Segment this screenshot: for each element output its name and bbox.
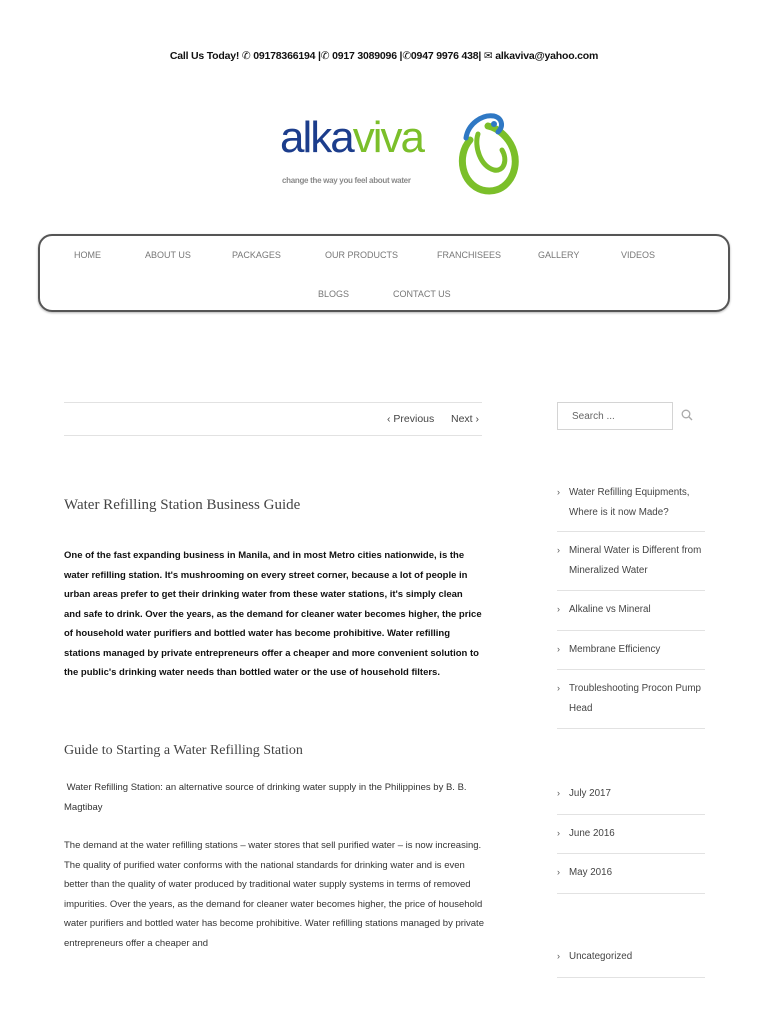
archive-label: July 2017 bbox=[569, 788, 611, 799]
chevron-right-icon: › bbox=[557, 683, 560, 693]
post-paragraph: The demand at the water refilling stations – water stores that sell purified water – is now increasing. The quality of purified water conforms with the national standards for drinking water and is even better than the quality of water produced by traditional water supply systems in terms of removed impurities. Over the years, as the demand for cleaner water becomes higher, the price of household water purifiers and bottled water has become prohibitive. Water refilling stations managed by private entrepreneurs offer a cheaper and bbox=[64, 840, 484, 949]
chevron-right-icon: › bbox=[557, 545, 560, 555]
archive-label: June 2016 bbox=[569, 827, 615, 839]
chevron-right-icon: › bbox=[557, 827, 560, 838]
chevron-left-icon: ‹ bbox=[387, 413, 391, 425]
next-post-link[interactable] bbox=[451, 413, 479, 425]
water-swirl-icon bbox=[448, 110, 524, 196]
archive-link[interactable] bbox=[557, 854, 705, 894]
logo-wordmark-part2: viva bbox=[352, 113, 423, 162]
main-navigation bbox=[38, 234, 730, 312]
recent-post-link[interactable] bbox=[557, 483, 705, 532]
nav-contact-us[interactable]: CONTACT US bbox=[393, 289, 451, 299]
logo-tagline: change the way you feel about water bbox=[282, 176, 411, 185]
recent-post-title: Alkaline vs Mineral bbox=[569, 604, 651, 615]
recent-post-link[interactable] bbox=[557, 631, 705, 671]
archive-link[interactable] bbox=[557, 784, 705, 815]
nav-franchisees[interactable]: FRANCHISEES bbox=[437, 250, 502, 260]
archives-list bbox=[557, 784, 705, 894]
search-placeholder: Search ... bbox=[572, 411, 615, 422]
phone-number-2[interactable]: 0917 3089096 bbox=[332, 50, 397, 62]
next-label: Next bbox=[451, 413, 473, 425]
post-paragraph-text: Water Refilling Station: an alternative source of drinking water supply in the Philippines by B. B. Magtibay bbox=[64, 782, 467, 813]
category-link[interactable] bbox=[557, 947, 705, 978]
recent-post-title: Water Refilling Equipments, Where is it now Made? bbox=[569, 487, 690, 518]
post-subheading: Guide to Starting a Water Refilling Station bbox=[64, 743, 303, 758]
recent-post-title: Mineral Water is Different from Mineralized Water bbox=[569, 545, 702, 576]
chevron-right-icon: › bbox=[557, 487, 560, 497]
chevron-right-icon: › bbox=[557, 604, 560, 614]
chevron-right-icon: › bbox=[475, 413, 480, 425]
recent-posts-list bbox=[557, 483, 705, 729]
previous-label: Previous bbox=[393, 413, 435, 425]
previous-post-link[interactable] bbox=[387, 413, 434, 425]
phone-icon: ✆ bbox=[402, 50, 411, 62]
category-label: Uncategorized bbox=[569, 951, 633, 962]
chevron-right-icon: › bbox=[557, 951, 560, 961]
phone-icon: ✆ bbox=[241, 50, 251, 62]
nav-packages[interactable]: PACKAGES bbox=[232, 250, 281, 260]
nav-about-us[interactable]: ABOUT US bbox=[145, 250, 191, 260]
post-pagination bbox=[64, 402, 482, 436]
nav-home[interactable]: HOME bbox=[74, 250, 101, 260]
phone-number-3[interactable]: 0947 9976 438 bbox=[410, 50, 479, 62]
contact-bar: Call Us Today! ✆ 09178366194 |✆ 0917 3089096 |✆0947 9976 438| ✉ alkaviva@yahoo.com bbox=[169, 50, 599, 62]
nav-blogs[interactable]: BLOGS bbox=[318, 289, 350, 299]
post-title: Water Refilling Station Business Guide bbox=[64, 497, 301, 513]
logo-wordmark-part1: alka bbox=[280, 113, 353, 162]
post-paragraph bbox=[64, 778, 484, 817]
recent-post-title: Troubleshooting Procon Pump Head bbox=[569, 683, 701, 714]
contact-email[interactable]: alkaviva@yahoo.com bbox=[495, 50, 599, 62]
site-logo[interactable] bbox=[280, 110, 530, 196]
recent-post-title: Membrane Efficiency bbox=[569, 643, 661, 655]
recent-post-link[interactable] bbox=[557, 532, 705, 591]
recent-post-link[interactable] bbox=[557, 670, 705, 729]
nav-our-products[interactable]: OUR PRODUCTS bbox=[325, 250, 399, 260]
recent-post-link[interactable] bbox=[557, 591, 705, 631]
chevron-right-icon: › bbox=[557, 788, 560, 798]
chevron-right-icon: › bbox=[557, 643, 560, 654]
nav-videos[interactable]: VIDEOS bbox=[621, 250, 656, 260]
search-icon[interactable] bbox=[681, 409, 693, 421]
contact-lead: Call Us Today! bbox=[169, 50, 240, 62]
logo-wordmark bbox=[280, 113, 423, 162]
nav-gallery[interactable]: GALLERY bbox=[538, 250, 580, 260]
email-icon: ✉ bbox=[483, 50, 493, 62]
phone-icon: ✆ bbox=[320, 50, 330, 62]
archive-label: May 2016 bbox=[569, 867, 613, 878]
categories-list bbox=[557, 947, 705, 978]
archive-link[interactable] bbox=[557, 815, 705, 855]
phone-number-1[interactable]: 09178366194 bbox=[253, 50, 316, 62]
chevron-right-icon: › bbox=[557, 867, 560, 877]
search-input[interactable] bbox=[557, 402, 673, 430]
post-lead-paragraph: One of the fast expanding business in Manila, and in most Metro cities nationwide, is the water refilling station. It's mushrooming on every street corner, because a lot of people in urban areas prefer to get their drinking water from these water stations, it's simply clean and safe to drink. Over the years, as the demand for cleaner water becomes higher, the price of household water purifiers and bottled water has become prohibitive. Water refilling stations managed by private entrepreneurs offer a cheaper and more convenient solution to the public's drinking water needs than bottled water or the use of household filters. bbox=[64, 550, 482, 678]
